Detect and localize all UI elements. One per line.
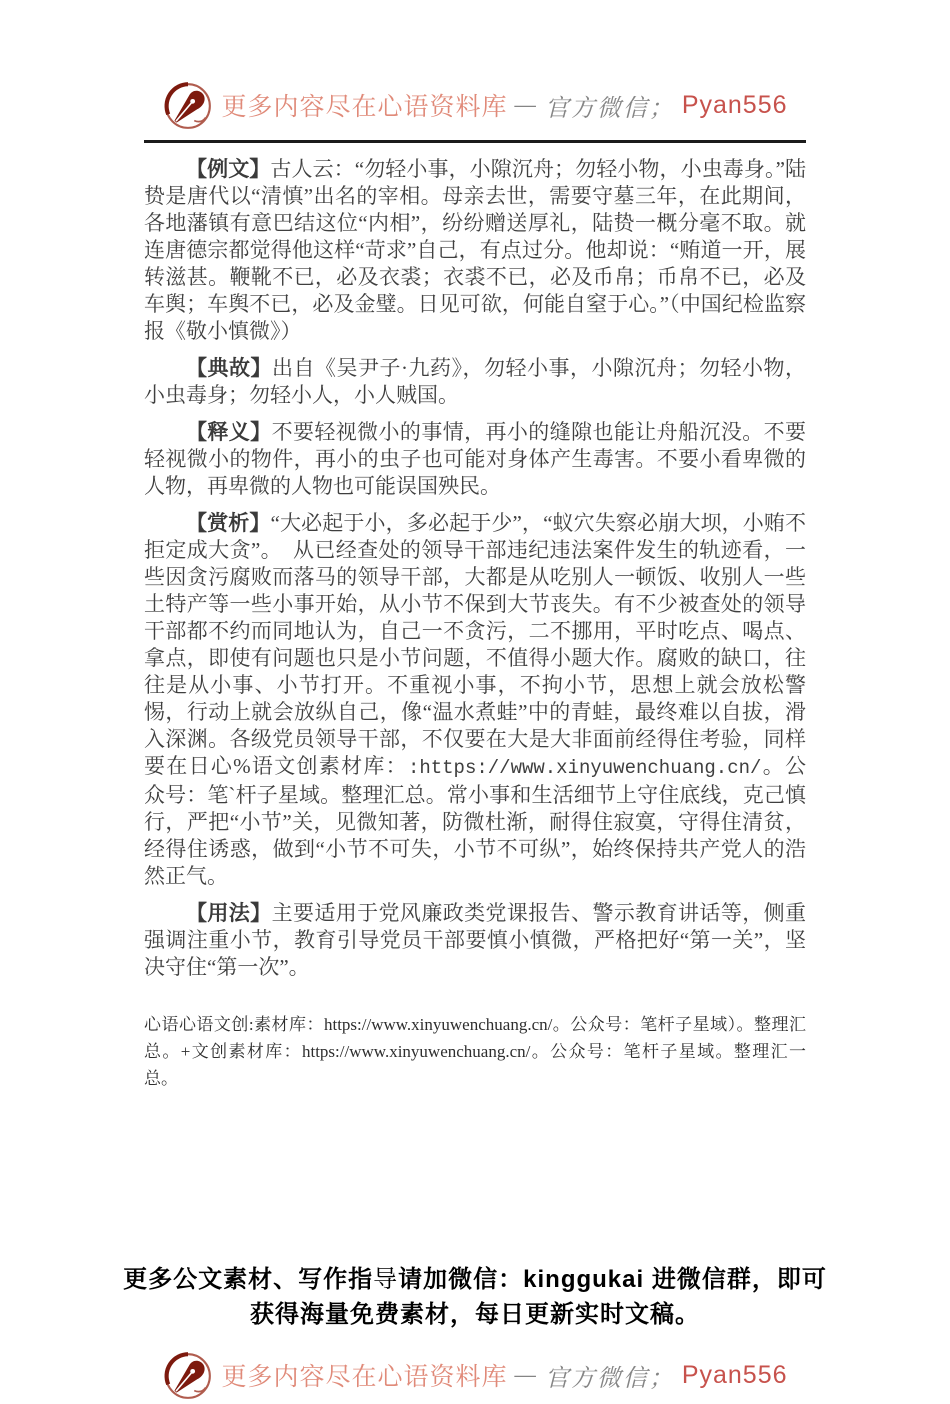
section-text-liwen: 古人云：“勿轻小事，小隙沉舟；勿轻小物，小虫毒身。”陆贽是唐代以“清慎”出名的宰相。母亲去世，需要守墓三年，在此期间，各地藩镇有意巴结这位“内相”，纷纷赠送厚礼，陆贽一概分毫不取。就连唐德宗都觉得他这样“苛求”自己，有点过分。他却说：“贿道一开，展转滋甚。鞭靴不已，必及衣裘；衣裘不已，必及币帛；币帛不已，必及车舆；车舆不已，必及金璧。日见可欲，何能自窒于心。”（中国纪检监察报《敬小慎微》）	[144, 157, 807, 343]
section-diangu	[144, 355, 806, 409]
header-divider	[144, 140, 806, 143]
brand-wechat-id: Pyan556	[681, 90, 788, 119]
section-text-shangxi-cont: 。公众号：笔`杆子星域。整理汇总。常小事和生活细节上守住底线，克己慎行，严把“小节”关，见微知著，防微杜渐，耐得住寂寞，守得住清贫，经得住诱惑，做到“小节不可失，小节不可纵”，始终保持共产党人的浩然正气。	[144, 754, 806, 888]
pen-nib-logo-icon	[162, 79, 214, 131]
promo-notice	[0, 1262, 950, 1332]
section-yongfa	[144, 900, 806, 981]
brand-wechat-id: Pyan556	[681, 1360, 788, 1389]
section-label-yongfa: 【用法】	[186, 902, 272, 925]
brand-title: 更多内容尽在心语资料库	[221, 1364, 508, 1391]
promo-line2: 获得海量免费素材，每日更新实时文稿。	[250, 1301, 700, 1328]
footer-brand	[0, 1346, 950, 1404]
brand-wechat-label: 官方微信；	[544, 1365, 675, 1392]
brand-separator: —	[514, 91, 538, 118]
brand-separator: —	[514, 1361, 538, 1388]
pen-nib-logo-icon	[162, 1349, 214, 1401]
section-shiyi	[144, 419, 806, 500]
promo-line1-a: 更多公文素材、写作指	[123, 1266, 374, 1293]
brand-wechat-label: 官方微信；	[544, 95, 675, 122]
promo-line1-dao: 导	[373, 1266, 399, 1293]
section-label-liwen: 【例文】	[186, 158, 271, 181]
section-label-shiyi: 【释义】	[186, 421, 272, 444]
section-text-shiyi: 不要轻视微小的事情，再小的缝隙也能让舟船沉没。不要轻视微小的物件，再小的虫子也可能对身体产生毒害。不要小看卑微的人物，再卑微的人物也可能误国殃民。	[144, 420, 807, 498]
section-text-yongfa: 主要适用于党风廉政类党课报告、警示教育讲话等，侧重强调注重小节，教育引导党员干部要慎小慎微，严格把好“第一关”，坚决守住“第一次”。	[144, 901, 807, 979]
section-shangxi	[144, 510, 806, 890]
header-brand	[0, 76, 950, 134]
brand-title: 更多内容尽在心语资料库	[221, 94, 508, 121]
section-label-shangxi: 【赏析】	[186, 512, 271, 535]
section-liwen	[144, 156, 806, 345]
document-body	[144, 156, 806, 981]
section-label-diangu: 【典故】	[186, 357, 272, 380]
source-note: 心语心语文创:素材库：https://www.xinyuwenchuang.cn/。公众号：笔杆子星域）。整理汇总。+文创素材库：https://www.xinyuwenchuang.cn/。公众号：笔杆子星域。整理汇一总。	[144, 1015, 806, 1088]
watermark-url: :https://www.xinyuwenchuang.cn/	[407, 757, 762, 779]
section-text-diangu: 出自《吴尹子·九药》，勿轻小事，小隙沉舟；勿轻小物，小虫毒身；勿轻小人，小人贼国。	[144, 356, 806, 407]
promo-line1-b: 请加微信：kinggukai 进微信群，即可	[398, 1266, 827, 1293]
section-text-shangxi: “大必起于小，多必起于少”，“蚁穴失察必崩大坝，小贿不拒定成大贪”。 从已经查处的领导干部违纪违法案件发生的轨迹看，一些因贪污腐败而落马的领导干部，大都是从吃别人一顿饭、收别人一些土特产等一些小事开始，从小节不保到大节丧失。有不少被查处的领导干部都不约而同地认为，自己一不贪污，二不挪用，平时吃点、喝点、拿点，即使有问题也只是小节问题，不值得小题大作。腐败的缺口，往往是从小事、小节打开。不重视小事，不拘小节，思想上就会放松警惕，行动上就会放纵自己，像“温水煮蛙”中的青蛙，最终难以自拔，滑入深渊。各级党员领导干部，不仅要在大是大非面前经得住考验，同样要在日心%语文创素材库：	[144, 511, 807, 778]
